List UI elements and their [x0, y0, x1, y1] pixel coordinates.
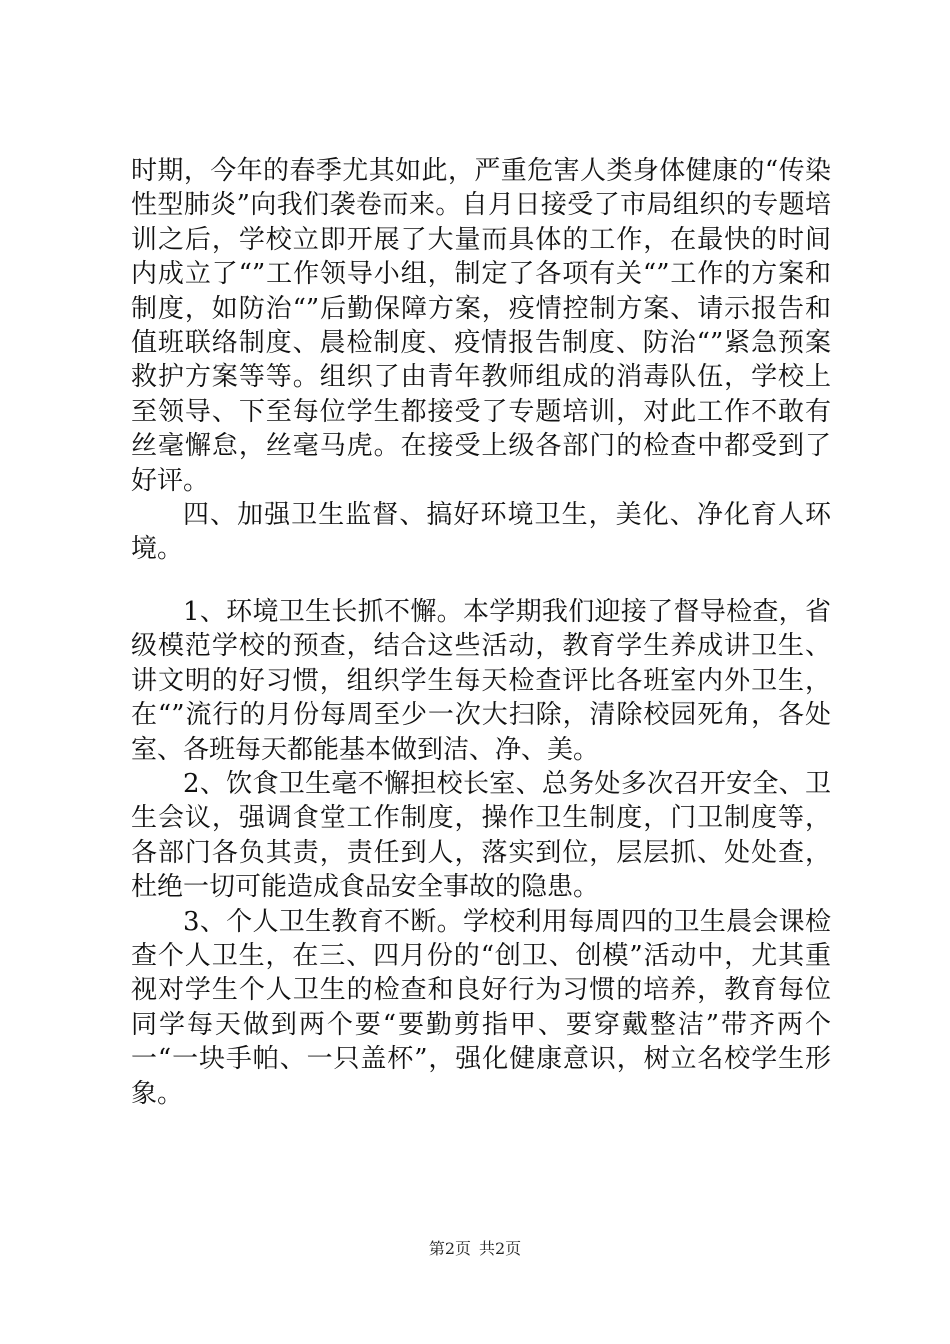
- page-footer: [0, 1238, 950, 1260]
- document-body: [131, 154, 831, 1111]
- paragraph-epidemic-response: 时期，今年的春季尤其如此，严重危害人类身体健康的“传染性型肺炎”向我们袭卷而来。自月日接受了市局组织的专题培训之后，学校立即开展了大量而具体的工作，在最快的时间内成立了“”工作领导小组，制定了各项有关“”工作的方案和制度，如防治“”后勤保障方案，疫情控制方案、请示报告和值班联络制度、晨检制度、疫情报告制度、防治“”紧急预案救护方案等等。组织了由青年教师组成的消毒队伍，学校上至领导、下至每位学生都接受了专题培训，对此工作不敢有丝毫懈怠，丝毫马虎。在接受上级各部门的检查中都受到了好评。: [131, 156, 831, 496]
- page-total: 共2页: [479, 1239, 522, 1258]
- page-number: 第2页: [428, 1239, 471, 1258]
- section-heading-hygiene: 四、加强卫生监督、搞好环境卫生，美化、净化育人环境。: [131, 500, 831, 565]
- paragraph-environment-hygiene: 1、环境卫生长抓不懈。本学期我们迎接了督导检查，省级模范学校的预查，结合这些活动，教育学生养成讲卫生、讲文明的好习惯，组织学生每天检查评比各班室内外卫生，在“”流行的月份每周至少一次大扫除，清除校园死角，各处室、各班每天都能基本做到洁、净、美。: [131, 596, 831, 765]
- paragraph-personal-hygiene: 3、个人卫生教育不断。学校利用每周四的卫生晨会课检查个人卫生，在三、四月份的“创卫、创模”活动中，尤其重视对学生个人卫生的检查和良好行为习惯的培养，教育每位同学每天做到两个要“要勤剪指甲、要穿戴整洁”带齐两个一“一块手帕、一只盖杯”，强化健康意识，树立名校学生形象。: [131, 906, 831, 1109]
- paragraph-food-hygiene: 2、饮食卫生毫不懈担校长室、总务处多次召开安全、卫生会议，强调食堂工作制度，操作卫生制度，门卫制度等，各部门各负其责，责任到人，落实到位，层层抓、处处查，杜绝一切可能造成食品安全事故的隐患。: [131, 768, 831, 903]
